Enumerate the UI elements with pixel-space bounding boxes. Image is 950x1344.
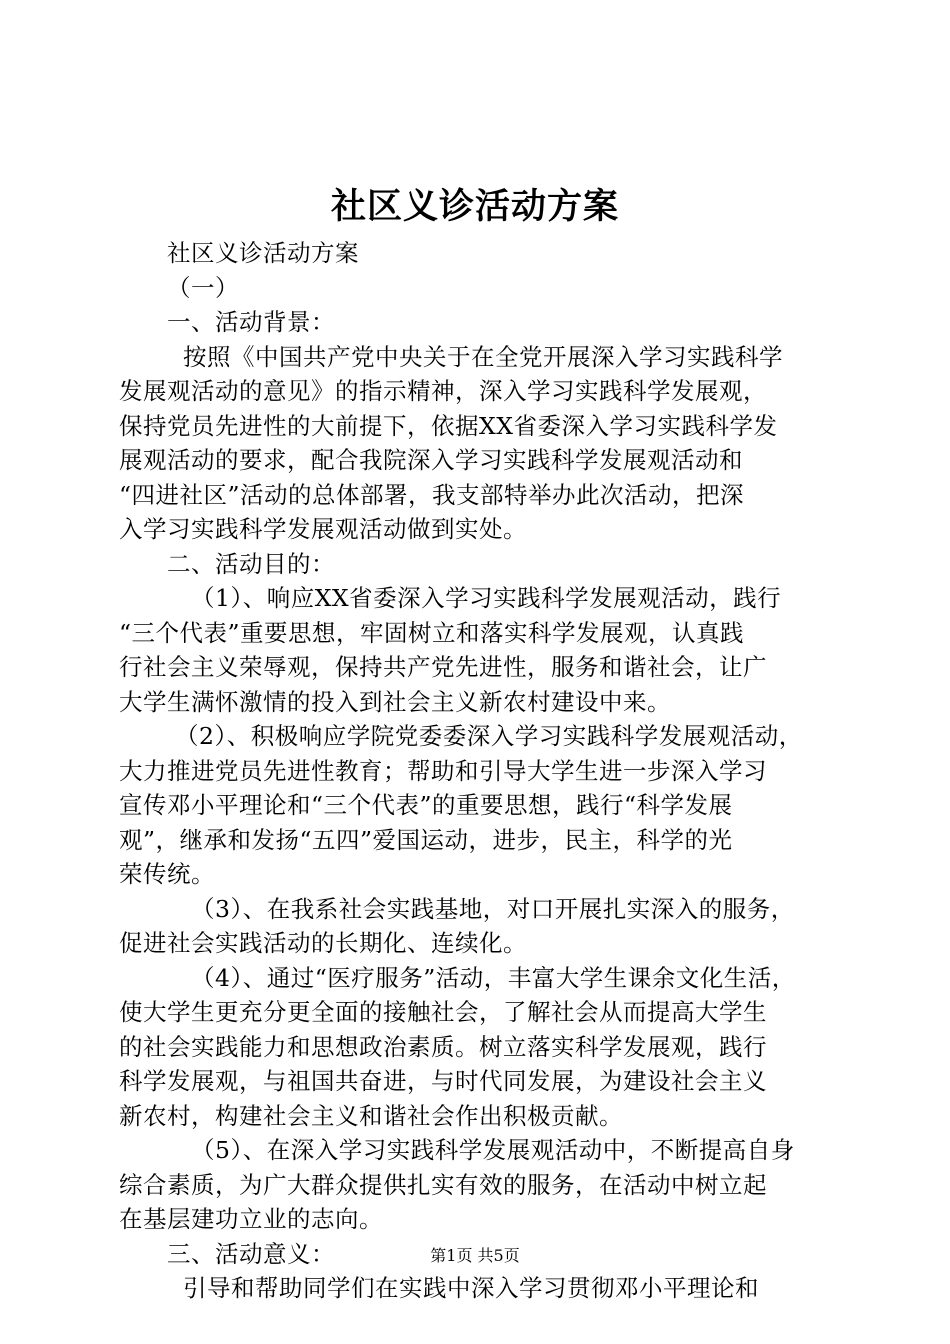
- paragraph-line: 观”，继承和发扬“五四”爱国运动，进步，民主，科学的光: [119, 825, 733, 854]
- paragraph-line: 新农村，构建社会主义和谐社会作出积极贡献。: [119, 1101, 623, 1130]
- document-title: 社区义诊活动方案: [330, 186, 619, 227]
- paragraph-line: 荣传统。: [119, 860, 215, 888]
- paragraph-line: 宣传邓小平理论和“三个代表”的重要思想，践行“科学发展: [119, 791, 733, 819]
- paragraph-line: 引导和帮助同学们在实践中深入学习贯彻邓小平理论和: [183, 1274, 759, 1302]
- paragraph-line: 综合素质，为广大群众提供扎实有效的服务，在活动中树立起: [119, 1170, 767, 1199]
- paragraph-line: 大力推进党员先进性教育；帮助和引导大学生进一步深入学习: [119, 756, 767, 785]
- paragraph-line: （4）、通过“医疗服务”活动，丰富大学生课余文化生活，: [191, 963, 796, 992]
- paragraph-line: 行社会主义荣辱观，保持共产党先进性，服务和谐社会，让广: [119, 653, 767, 681]
- paragraph-line: 保持党员先进性的大前提下，依据XX省委深入学习实践科学发: [119, 411, 778, 440]
- paragraph-line: （5）、在深入学习实践科学发展观活动中，不断提高自身: [191, 1136, 795, 1164]
- paragraph-line: 发展观活动的意见》的指示精神，深入学习实践科学发展观，: [119, 377, 767, 405]
- section-heading: 三、活动意义：: [167, 1239, 335, 1268]
- section-heading: 一、活动背景：: [167, 308, 335, 336]
- paragraph-line: （3）、在我系社会实践基地，对口开展扎实深入的服务，: [191, 894, 795, 923]
- paragraph-line: 入学习实践科学发展观活动做到实处。: [119, 515, 527, 543]
- paragraph-line: 的社会实践能力和思想政治素质。树立落实科学发展观，践行: [119, 1032, 767, 1061]
- paragraph-line: “四进社区”活动的总体部署，我支部特举办此次活动，把深: [119, 480, 745, 509]
- paragraph-line: 大学生满怀激情的投入到社会主义新农村建设中来。: [119, 687, 671, 716]
- paragraph-line: 在基层建功立业的志向。: [119, 1205, 383, 1233]
- subtitle-line: 社区义诊活动方案: [167, 239, 359, 267]
- paragraph-line: “三个代表”重要思想，牢固树立和落实科学发展观，认真践: [119, 618, 745, 647]
- paragraph-line: 展观活动的要求，配合我院深入学习实践科学发展观活动和: [119, 446, 743, 474]
- paragraph-line: 促进社会实践活动的长期化、连续化。: [119, 929, 527, 957]
- page-footer: 第1页 共5页: [430, 1246, 520, 1265]
- paragraph-line: 使大学生更充分更全面的接触社会，了解社会从而提高大学生: [119, 998, 767, 1026]
- paragraph-line: 科学发展观，与祖国共奋进，与时代同发展，为建设社会主义: [119, 1067, 767, 1095]
- paragraph-line: （1）、响应XX省委深入学习实践科学发展观活动，践行: [191, 584, 782, 612]
- paragraph-line: （2）、积极响应学院党委委深入学习实践科学发展观活动，: [175, 722, 803, 750]
- section-number: （一）: [167, 273, 239, 302]
- document-body: [119, 236, 839, 1306]
- section-heading: 二、活动目的：: [167, 549, 335, 578]
- paragraph-line: 按照《中国共产党中央关于在全党开展深入学习实践科学: [183, 342, 783, 371]
